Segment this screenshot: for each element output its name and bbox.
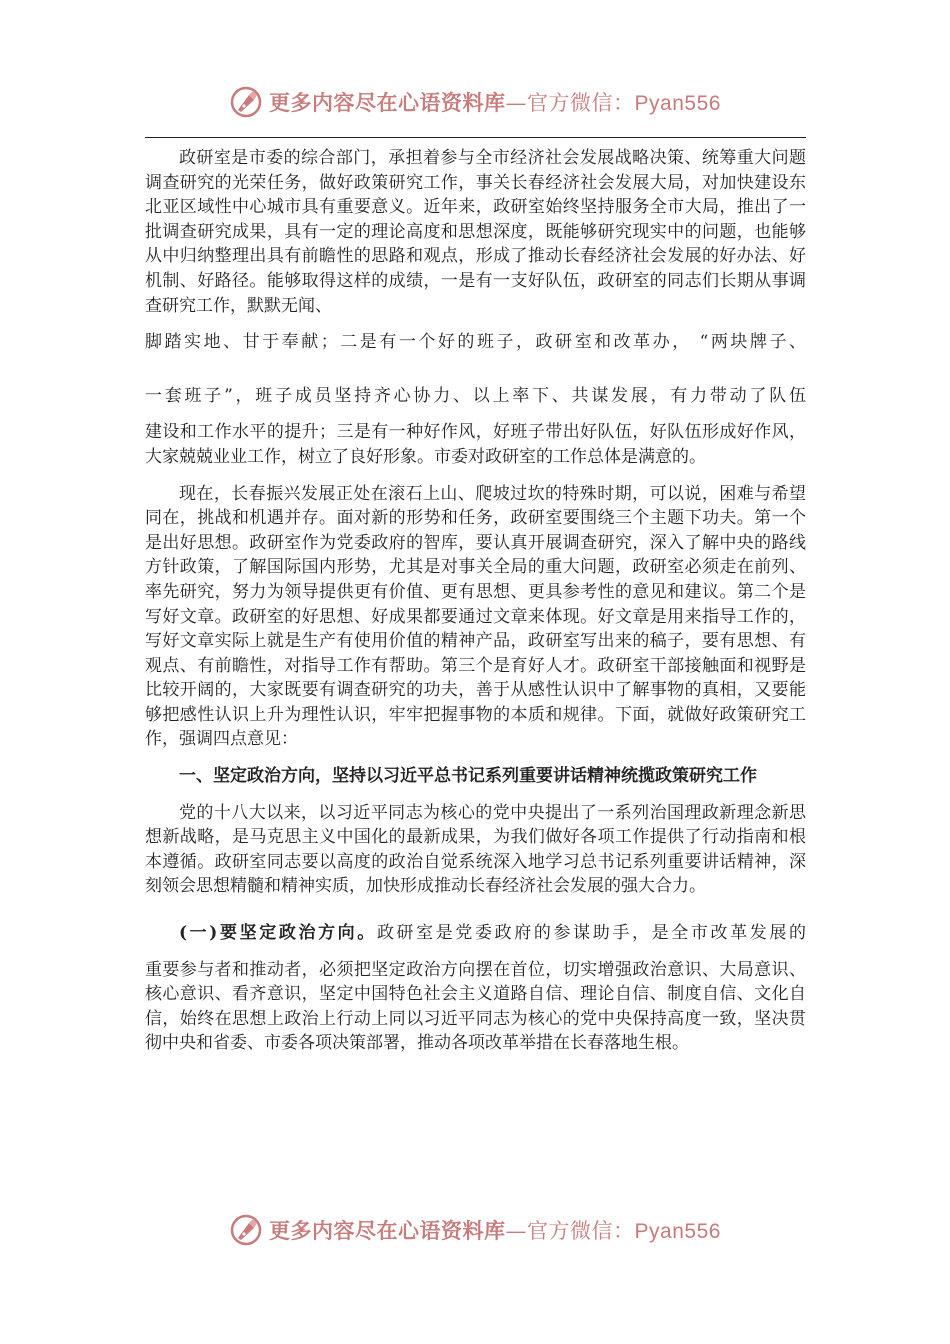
banner-brand: 更多内容尽在心语资料库 <box>269 1218 506 1243</box>
paragraph-situation: 现在，长春振兴发展正处在滚石上山、爬坡过坎的特殊时期，可以说，困难与希望同在，挑战和机遇并存。面对新的形势和任务，政研室要围绕三个主题下功夫。第一个是出好思想。政研室作为党委政府的智库，要认真开展调查研究，深入了解中央的路线方针政策，了解国际国内形势，尤其是对事关全局的重大问题，政研室必须走在前列、率先研究，努力为领导提供更有价值、更有思想、更具参考性的意见和建议。第二个是写好文章。政研室的好思想、好成果都要通过文章来体现。好文章是用来指导工作的，写好文章实际上就是生产有使用价值的精神产品，政研室写出来的稿子，要有思想、有观点、有前瞻性，对指导工作有帮助。第三个是育好人才。政研室干部接触面和视野是比较开阔的，大家既要有调查研究的功夫，善于从感性认识中了解事物的真相，又要能够把感性认识上升为理性认识，牢牢把握事物的本质和规律。下面，就做好政策研究工作，强调四点意见： <box>145 483 806 750</box>
section-heading-1: 一、坚定政治方向，坚持以习近平总书记系列重要讲话精神统揽政策研究工作 <box>179 766 757 787</box>
header-divider <box>145 137 806 138</box>
footer-banner <box>0 1208 950 1252</box>
subsection-1-first-line-text: 政研室是党委政府的参谋助手，是全市改革发展的 <box>376 923 806 944</box>
banner-contact-label: 官方微信： <box>527 1219 635 1243</box>
paragraph-intro: 政研室是市委的综合部门，承担着参与全市经济社会发展战略决策、统筹重大问题调查研究的光荣任务，做好政策研究工作，事关长春经济社会发展大局，对加快建设东北亚区域性中心城市具有重要意义。近年来，政研室始终坚持服务全市大局，推出了一批调查研究成果，具有一定的理论高度和思想深度，既能够研究现实中的问题，也能够从中归纳整理出具有前瞻性的思路和观点，形成了推动长春经济社会发展的好办法、好机制、好路径。能够取得这样的成绩，一是有一支好队伍，政研室的同志们长期从事调查研究工作，默默无闻、 <box>145 148 806 316</box>
subsection-1-body: 重要参与者和推动者，必须把坚定政治方向摆在首位，切实增强政治意识、大局意识、核心意识、看齐意识，坚定中国特色社会主义道路自信、理论自信、制度自信、文化自信，始终在思想上政治上行动上同以习近平同志为核心的党中央保持高度一致，坚决贯彻中央和省委、市委各项决策部署，推动各项改革举措在长春落地生根。 <box>145 959 806 1054</box>
header-banner <box>0 80 950 124</box>
banner-text <box>269 1215 721 1245</box>
document-body <box>145 146 806 1056</box>
paragraph-intro-line-2: 脚踏实地、甘于奉献；二是有一个好的班子，政研室和改革办， “两块牌子、 <box>145 332 806 353</box>
banner-dash: — <box>505 91 528 115</box>
banner-text <box>269 87 721 117</box>
pen-nib-logo-icon <box>229 85 263 119</box>
banner-brand: 更多内容尽在心语资料库 <box>269 90 506 115</box>
paragraph-section-1: 党的十八大以来，以习近平同志为核心的党中央提出了一系列治国理政新理念新思想新战略，是马克思主义中国化的最新成果，为我们做好各项工作提供了行动指南和根本遵循。政研室同志要以高度的政治自觉系统深入地学习总书记系列重要讲话精神，深刻领会思想精髓和精神实质，加快形成推动长春经济社会发展的强大合力。 <box>145 802 806 897</box>
banner-contact-id: Pyan556 <box>634 1220 721 1243</box>
paragraph-intro-line-3: 一套班子”，班子成员坚持齐心协力、以上率下、共谋发展，有力带动了队伍 <box>145 385 806 406</box>
subsection-1-first-line <box>145 921 806 946</box>
paragraph-intro-continued: 建设和工作水平的提升；三是有一种好作风，好班子带出好队伍，好队伍形成好作风，大家兢兢业业工作，树立了良好形象。市委对政研室的工作总体是满意的。 <box>145 422 806 467</box>
pen-nib-logo-icon <box>229 1213 263 1247</box>
banner-contact-label: 官方微信： <box>527 91 635 115</box>
banner-dash: — <box>505 1219 528 1243</box>
subsection-1-title: (一)要坚定政治方向。 <box>179 923 377 944</box>
banner-contact-id: Pyan556 <box>634 92 721 115</box>
